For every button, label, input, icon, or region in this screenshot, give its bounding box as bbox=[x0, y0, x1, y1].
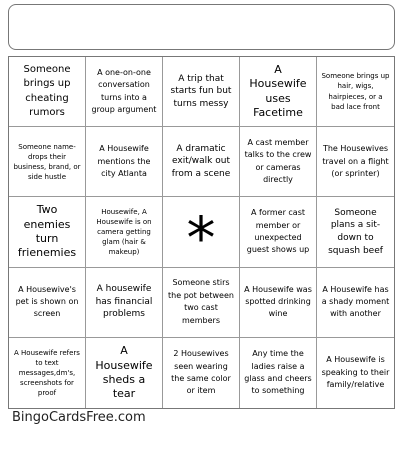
bingo-cell-20[interactable]: A Housewife has a shady moment with another bbox=[317, 268, 394, 338]
bingo-cell-21[interactable]: A Housewife refers to text messages,dm's, screenshots for proof bbox=[9, 338, 86, 408]
bingo-cell-12[interactable]: Housewife, A Housewife is on camera getting glam (hair & makeup) bbox=[86, 197, 163, 267]
bingo-grid bbox=[8, 56, 395, 409]
bingo-cell-11[interactable]: Two enemies turn frienemies bbox=[9, 197, 86, 267]
bingo-cell-15[interactable]: Someone plans a sit-down to squash beef bbox=[317, 197, 394, 267]
bingo-cell-6[interactable]: Someone name-drops their business, brand, or side hustle bbox=[9, 127, 86, 197]
bingo-cell-9[interactable]: A cast member talks to the crew or cameras directly bbox=[240, 127, 317, 197]
bingo-cell-7[interactable]: A Housewife mentions the city Atlanta bbox=[86, 127, 163, 197]
bingo-cell-4[interactable]: A Housewife uses Facetime bbox=[240, 57, 317, 127]
bingo-cell-8[interactable]: A dramatic exit/walk out from a scene bbox=[163, 127, 240, 197]
bingo-cell-16[interactable]: A Housewive's pet is shown on screen bbox=[9, 268, 86, 338]
footer-brand: BingoCardsFree.com bbox=[12, 410, 146, 425]
bingo-cell-5[interactable]: Someone brings up hair, wigs, hairpieces, or a bad lace front bbox=[317, 57, 394, 127]
card-title-box bbox=[8, 4, 395, 50]
bingo-cell-23[interactable]: 2 Housewives seen wearing the same color or item bbox=[163, 338, 240, 408]
bingo-cell-24[interactable]: Any time the ladies raise a glass and cheers to something bbox=[240, 338, 317, 408]
bingo-cell-14[interactable]: A former cast member or unexpected guest shows up bbox=[240, 197, 317, 267]
bingo-cell-10[interactable]: The Housewives travel on a flight (or sprinter) bbox=[317, 127, 394, 197]
bingo-cell-1[interactable]: Someone brings up cheating rumors bbox=[9, 57, 86, 127]
free-space-asterisk[interactable]: * bbox=[163, 197, 240, 267]
bingo-cell-22[interactable]: A Housewife sheds a tear bbox=[86, 338, 163, 408]
bingo-cell-19[interactable]: A Housewife was spotted drinking wine bbox=[240, 268, 317, 338]
bingo-cell-18[interactable]: Someone stirs the pot between two cast members bbox=[163, 268, 240, 338]
bingo-cell-25[interactable]: A Housewife is speaking to their family/relative bbox=[321, 355, 390, 390]
bingo-cell-17[interactable]: A housewife has financial problems bbox=[86, 268, 163, 338]
bingo-cell-3[interactable]: A trip that starts fun but turns messy bbox=[163, 57, 240, 127]
bingo-cell-2[interactable]: A one-on-one conversation turns into a group argument bbox=[86, 57, 163, 127]
